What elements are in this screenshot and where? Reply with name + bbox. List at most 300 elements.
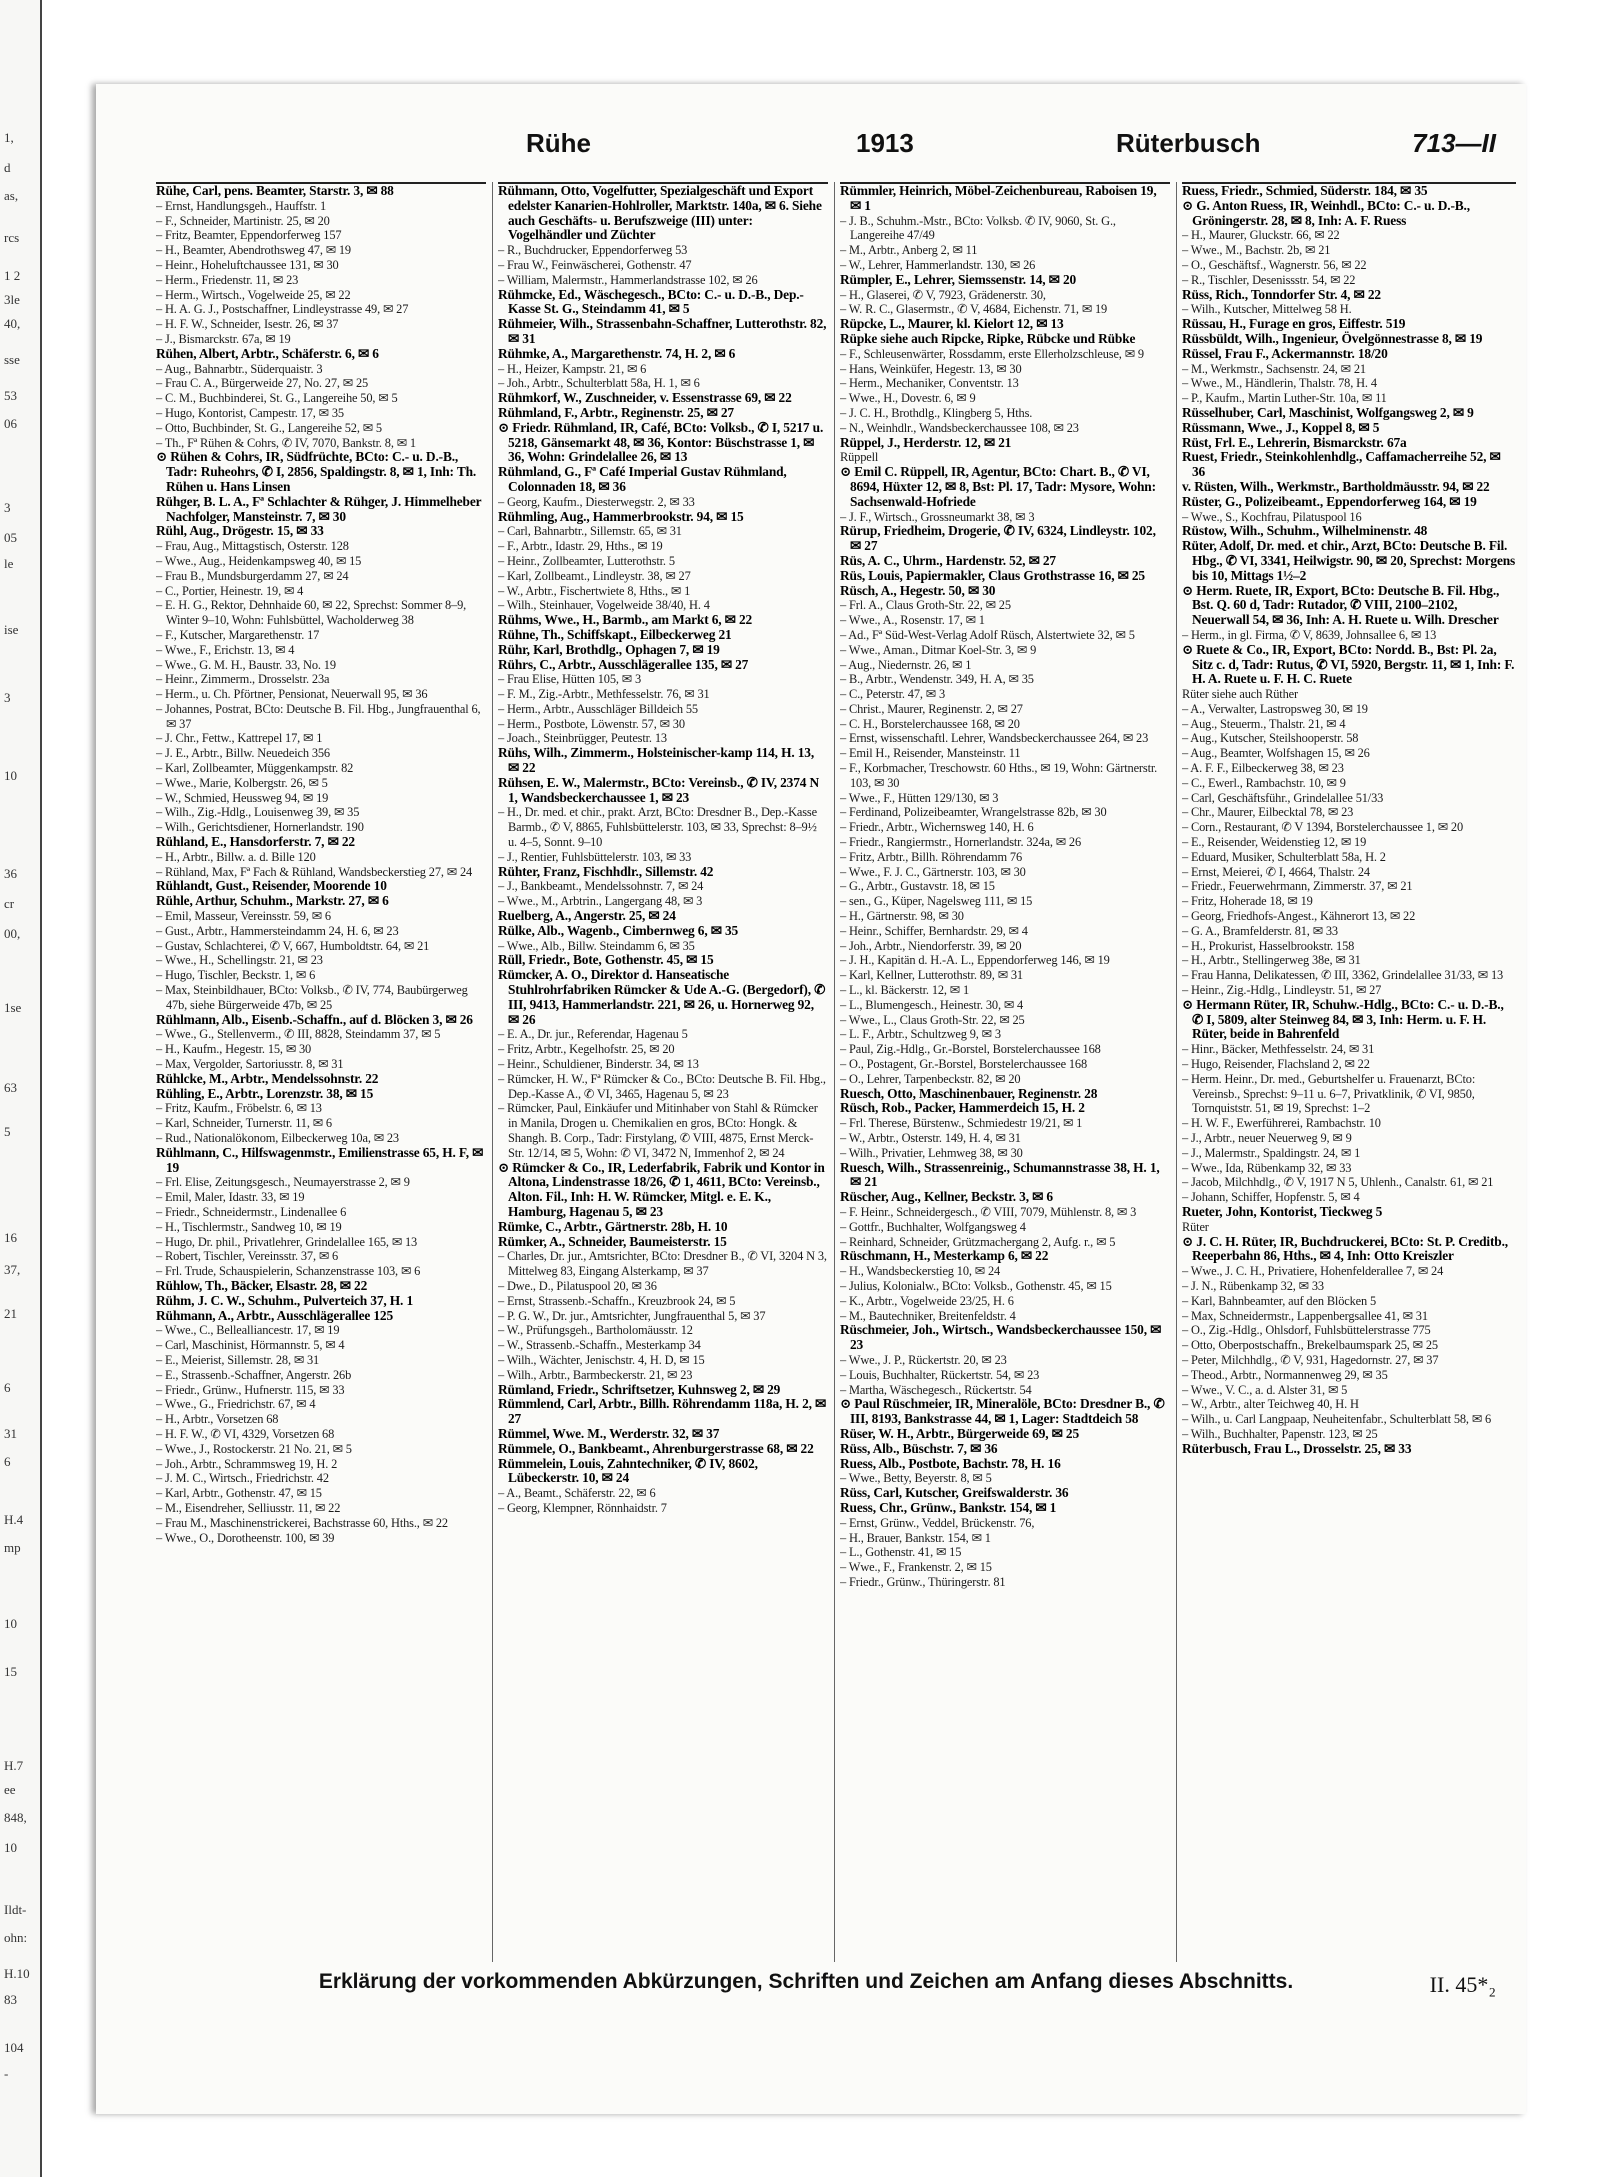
directory-entry: – Wwe., G., Stellenverm., ✆ III, 8828, Steindamm 37, ✉ 5: [156, 1027, 441, 1042]
directory-entry: – O., Postagent, Gr.-Borstel, Borstelerchaussee 168: [840, 1057, 1087, 1072]
directory-entry: – Rühland, Max, Fª Fach & Rühland, Wandsbeckerstieg 27, ✉ 24: [156, 864, 473, 879]
directory-entry: – O., Lehrer, Tarpenbeckstr. 82, ✉ 20: [840, 1071, 1021, 1086]
directory-entry: – W., Arbtr., alter Teichweg 40, H. H: [1182, 1397, 1359, 1412]
directory-entry: – Aug., Steuerm., Thalstr. 21, ✉ 4: [1182, 716, 1346, 731]
directory-entry: Rühr, Karl, Brothdlg., Ophagen 7, ✉ 19: [498, 641, 720, 657]
directory-entry: – Joh., Arbtr., Schrammsweg 19, H. 2: [156, 1456, 338, 1471]
directory-entry: – Ernst, Grünw., Veddel, Brückenstr. 76,: [840, 1515, 1035, 1530]
margin-fragment: H.7: [4, 1758, 24, 1773]
directory-entry: – Emil, Masseur, Vereinsstr. 59, ✉ 6: [156, 909, 331, 924]
directory-entry: – K., Arbtr., Vogelweide 23/25, H. 6: [840, 1293, 1014, 1308]
directory-entry: – Friedr., Schneidermstr., Lindenallee 6: [156, 1204, 347, 1219]
directory-entry: Rüppel, J., Herderstr. 12, ✉ 21: [840, 434, 1012, 450]
directory-entry: Rüser, W. H., Arbtr., Bürgerweide 69, ✉ 25: [840, 1425, 1080, 1441]
directory-entry: – Gottfr., Buchhalter, Wolfgangsweg 4: [840, 1219, 1026, 1234]
directory-entry: Ruelberg, A., Angerstr. 25, ✉ 24: [498, 908, 676, 924]
directory-entry: – A., Beamt., Schäferstr. 22, ✉ 6: [498, 1486, 656, 1501]
directory-entry: – J. E., Arbtr., Billw. Neuedeich 356: [156, 746, 330, 761]
directory-entry: – O., Geschäftsf., Wagnerstr. 56, ✉ 22: [1182, 257, 1367, 272]
directory-entry: Rühsen, E. W., Malermstr., BCto: Vereinsb., ✆ IV, 2374 N 1, Wandsbeckerchaussee 1, ✉ 23: [498, 774, 820, 805]
directory-entry: – Georg, Klempner, Rönnhaidstr. 7: [498, 1500, 667, 1515]
directory-entry: – H. A. G. J., Postschaffner, Lindleystrasse 49, ✉ 27: [156, 302, 409, 317]
directory-entry: – Joh., Arbtr., Schulterblatt 58a, H. 1, ✉ 6: [498, 376, 700, 391]
directory-entry: Rühlmann, Alb., Eisenb.-Schaffn., auf d. Blöcken 3, ✉ 26: [156, 1011, 473, 1027]
directory-entry: – Herm., Mechaniker, Conventstr. 13: [840, 376, 1019, 391]
margin-fragment: as,: [4, 188, 19, 203]
directory-entry: – Frl. Trude, Schauspielerin, Schanzenstrasse 103, ✉ 6: [156, 1264, 421, 1279]
directory-entry: – Louis, Buchhalter, Rückertstr. 54, ✉ 23: [840, 1367, 1040, 1382]
directory-entry: – Johannes, Postrat, BCto: Deutsche B. Fil. Hbg., Jungfrauenthal 6, ✉ 37: [156, 701, 481, 731]
margin-fragment: rcs: [4, 230, 20, 245]
directory-entry: – J. N., Rübenkamp 32, ✉ 33: [1182, 1278, 1324, 1293]
directory-entry: Rühger, B. L. A., Fª Schlachter & Rühger, J. Himmelheber Nachfolger, Mansteinstr. 7, ✉ 30: [156, 493, 482, 524]
directory-entry: Rühmland, F., Arbtr., Reginenstr. 25, ✉ 27: [498, 404, 734, 420]
directory-entry: – E., Reisender, Weidenstieg 12, ✉ 19: [1182, 835, 1367, 850]
directory-entry: Rühmling, Aug., Hammerbrookstr. 94, ✉ 15: [498, 508, 744, 524]
directory-entry: – Wilh., Wächter, Jenischstr. 4, H. D, ✉ 15: [498, 1352, 705, 1367]
directory-entry: Rüssau, H., Furage en gros, Eiffestr. 519: [1182, 316, 1406, 332]
directory-entry: – Herm., in gl. Firma, ✆ V, 8639, Johnsallee 6, ✉ 13: [1182, 627, 1437, 642]
directory-entry: – B., Arbtr., Wendenstr. 349, H. A, ✉ 35: [840, 672, 1034, 687]
directory-entry: Rüss, Alb., Büschstr. 7, ✉ 36: [840, 1440, 998, 1456]
directory-entry: – H., Heizer, Kampstr. 21, ✉ 6: [498, 361, 647, 376]
directory-entry: Rüs, Louis, Papiermakler, Claus Grothstrasse 16, ✉ 25: [840, 567, 1145, 583]
directory-entry: – J. C. H., Brothdlg., Klingberg 5, Hths.: [840, 405, 1033, 420]
directory-entry: – H., Gärtnerstr. 98, ✉ 30: [840, 909, 964, 924]
margin-fragment: 6: [4, 1454, 11, 1469]
directory-entry: Rüssmann, Wwe., J., Koppel 8, ✉ 5: [1182, 419, 1380, 435]
directory-entry: Rümpler, E., Lehrer, Siemssenstr. 14, ✉ 20: [840, 271, 1077, 287]
directory-entry: – P., Kaufm., Martin Luther-Str. 10a, ✉ 11: [1182, 391, 1387, 406]
directory-entry: – Charles, Dr. jur., Amtsrichter, BCto: Dresdner B., ✆ VI, 3204 N 3, Mittelweg 83, Eingang Alsterkamp, ✉ 37: [498, 1249, 827, 1279]
directory-entry: Rümker, A., Schneider, Baumeisterstr. 15: [498, 1233, 727, 1249]
margin-fragment: 83: [4, 1992, 17, 2007]
directory-entry: – Wwe., G. M. H., Baustr. 33, No. 19: [156, 657, 336, 672]
directory-entry: Rühmeier, Wilh., Strassenbahn-Schaffner, Lutterothstr. 82, ✉ 31: [498, 316, 827, 346]
directory-entry: – J., Arbtr., neuer Neuerweg 9, ✉ 9: [1182, 1131, 1352, 1145]
directory-entry: Rüs, A. C., Uhrm., Hardenstr. 52, ✉ 27: [840, 552, 1056, 568]
directory-entry: – Max, Steinbildhauer, BCto: Volksb., ✆ IV, 774, Baubürgerweg 47b, siehe Bürgerweide 47b, ✉ 25: [156, 983, 468, 1012]
directory-entry: Ruest, Friedr., Steinkohlenhdlg., Caffamacherreihe 52, ✉ 36: [1182, 449, 1501, 480]
directory-entry: – Karl, Zollbeamter, Müggenkampstr. 82: [156, 761, 354, 776]
margin-fragment: 00,: [4, 926, 21, 941]
directory-entry: – M., Arbtr., Anberg 2, ✉ 11: [840, 243, 978, 258]
directory-entry: – Reinhard, Schneider, Grützmachergang 2, Aufg. r., ✉ 5: [840, 1234, 1116, 1249]
directory-entry: Rümmelein, Louis, Zahntechniker, ✆ IV, 8602, Lübeckerstr. 10, ✉ 24: [498, 1455, 758, 1486]
directory-entry: – Aug., Beamter, Wolfshagen 15, ✉ 26: [1182, 746, 1370, 761]
directory-entry: – Herm., Wirtsch., Vogelweide 25, ✉ 22: [156, 287, 351, 302]
directory-entry: – E., Strassenb.-Schaffner, Angerstr. 26b: [156, 1367, 352, 1382]
margin-fragment: ee: [4, 1782, 16, 1797]
directory-entry: Rümmel, Wwe. M., Werderstr. 32, ✉ 37: [498, 1425, 720, 1441]
directory-entry: – Emil, Maler, Idastr. 33, ✉ 19: [156, 1190, 305, 1205]
directory-entry: – Frau Elise, Hütten 105, ✉ 3: [498, 672, 642, 687]
margin-fragment: -: [4, 2066, 9, 2081]
directory-entry: – Wwe., G., Friedrichstr. 67, ✉ 4: [156, 1397, 316, 1412]
directory-entry: – M., Bautechniker, Breitenfeldstr. 4: [840, 1308, 1016, 1323]
margin-fragment: 10: [4, 768, 17, 783]
directory-entry: Rühling, E., Arbtr., Lorenzstr. 38, ✉ 15: [156, 1085, 374, 1101]
directory-entry: – Wwe., A., Rosenstr. 17, ✉ 1: [840, 613, 985, 628]
directory-entry: Rümmele, O., Bankbeamt., Ahrenburgerstrasse 68, ✉ 22: [498, 1440, 814, 1456]
directory-entry: – Wwe., Betty, Beyerstr. 8, ✉ 5: [840, 1471, 992, 1486]
directory-entry: – J., Rentier, Fuhlsbüttelerstr. 103, ✉ 33: [498, 849, 692, 864]
directory-entry: Rülke, Alb., Wagenb., Cimbernweg 6, ✉ 35: [498, 922, 739, 938]
directory-entry: – P. G. W., Dr. jur., Amtsrichter, Jungfrauenthal 5, ✉ 37: [498, 1308, 766, 1323]
directory-entry: Rüss, Carl, Kutscher, Greifswalderstr. 36: [840, 1485, 1069, 1501]
directory-entry: – Herm., u. Ch. Pförtner, Pensionat, Neuerwall 95, ✉ 36: [156, 687, 428, 702]
directory-entry: – Carl, Geschäftsführ., Grindelallee 51/33: [1182, 790, 1384, 805]
directory-entry: – J. H., Kapitän d. H.-A. L., Eppendorferweg 146, ✉ 19: [840, 953, 1110, 968]
margin-fragment: H.10: [4, 1966, 30, 1981]
directory-entry: Rühlandt, Gust., Reisender, Moorende 10: [156, 878, 387, 894]
directory-entry: – Heinr., Zollbeamter, Lutterothstr. 5: [498, 553, 675, 568]
directory-page: [96, 84, 1526, 2114]
directory-entry: Rümmler, Heinrich, Möbel-Zeichenbureau, Raboisen 19, ✉ 1: [840, 183, 1157, 213]
directory-entry: – Wwe., F., Erichstr. 13, ✉ 4: [156, 642, 295, 657]
directory-entry: – Theod., Arbtr., Normannenweg 29, ✉ 35: [1182, 1367, 1388, 1382]
directory-entry: – H., Prokurist, Hasselbrookstr. 158: [1182, 938, 1355, 953]
directory-entry: Ruess, Friedr., Schmied, Süderstr. 184, ✉ 35: [1182, 183, 1428, 198]
directory-entry: – C. H., Borstelerchaussee 168, ✉ 20: [840, 716, 1020, 731]
directory-entry: – Aug., Niedernstr. 26, ✉ 1: [840, 657, 972, 672]
margin-fragment: 63: [4, 1080, 17, 1095]
directory-entry: Rüstow, Wilh., Schuhm., Wilhelminenstr. 48: [1182, 523, 1428, 539]
column-rule: [1176, 182, 1177, 1962]
directory-entry: – M., Werkmstr., Sachsenstr. 24, ✉ 21: [1182, 361, 1366, 376]
directory-entry: – Heinr., Zig.-Hdlg., Lindleystr. 51, ✉ 27: [1182, 983, 1382, 998]
directory-entry: – Karl, Kellner, Lutterothstr. 89, ✉ 31: [840, 968, 1023, 983]
directory-entry: Rüscher, Aug., Kellner, Beckstr. 3, ✉ 6: [840, 1189, 1053, 1205]
directory-entry: – L., kl. Bäckerstr. 12, ✉ 1: [840, 983, 970, 998]
directory-entry: – E. H. G., Rektor, Dehnhaide 60, ✉ 22, Sprechst: Sommer 8–9, Winter 9–10, Wohn: Fuhlsbüttel, Wacholderweg 38: [156, 598, 467, 628]
directory-entry: – W., Schmied, Heussweg 94, ✉ 19: [156, 790, 329, 805]
directory-entry: – Herm. Heinr., Dr. med., Geburtshelfer u. Frauenarzt, BCto: Vereinsb., Sprechst: 9–11 u. 6–7, Privatklinik, ✆ VI, 9850, Tornquiststr. 51, ✉ 19, Sprechst: 1–2: [1182, 1071, 1476, 1116]
directory-entry: Rühlmann, C., Hilfswagenmstr., Emilienstrasse 65, H. F, ✉ 19: [156, 1144, 484, 1175]
directory-columns: [156, 182, 1516, 1962]
directory-entry: – C., Ewerl., Rambachstr. 10, ✉ 9: [1182, 775, 1346, 790]
directory-entry: – W., Arbtr., Osterstr. 149, H. 4, ✉ 31: [840, 1131, 1021, 1145]
margin-fragment: cr: [4, 896, 15, 911]
directory-entry: – Carl, Maschinist, Hörmannstr. 5, ✉ 4: [156, 1338, 345, 1353]
directory-entry: – Wilh., Gerichtsdiener, Hornerlandstr. 190: [156, 820, 364, 835]
directory-entry: Rüter, Adolf, Dr. med. et chir., Arzt, BCto: Deutsche B. Fil. Hbg., ✆ VI, 3341, Heilwigstr. 90, ✉ 20, Sprechst: Morgens bis 10, Mittags 1½–2: [1182, 538, 1516, 583]
header-year: 1913: [856, 128, 914, 158]
directory-entry: – Jacob, Milchhdlg., ✆ V, 1917 N 5, Uhlenh., Canalstr. 61, ✉ 21: [1182, 1175, 1494, 1190]
directory-entry: – H., Arbtr., Billw. a. d. Bille 120: [156, 849, 316, 864]
column-rule: [492, 182, 493, 1962]
directory-entry: – H., Beamter, Abendrothsweg 47, ✉ 19: [156, 243, 351, 258]
directory-entry: Rümmlend, Carl, Arbtr., Billh. Röhrendamm 118a, H. 2, ✉ 27: [498, 1396, 827, 1427]
previous-page-margin: [0, 0, 42, 2177]
margin-fragment: 21: [4, 1306, 17, 1321]
directory-entry: Rühmke, A., Margarethenstr. 74, H. 2, ✉ 6: [498, 345, 736, 361]
directory-entry: – Friedr., Feuerwehrmann, Zimmerstr. 37, ✉ 21: [1182, 879, 1413, 894]
margin-fragment: H.4: [4, 1512, 24, 1527]
directory-entry: – J., Bismarckstr. 67a, ✉ 19: [156, 331, 291, 346]
directory-entry: – Corn., Restaurant, ✆ V 1394, Borstelerchaussee 1, ✉ 20: [1182, 820, 1464, 835]
directory-entry: – Julius, Kolonialw., BCto: Volksb., Gothenstr. 45, ✉ 15: [840, 1278, 1112, 1293]
directory-entry: – Herm., Postbote, Löwenstr. 57, ✉ 30: [498, 716, 685, 731]
directory-entry: – Heinr., Zimmerm., Drosselstr. 23a: [156, 672, 330, 687]
directory-entry: Rühs, Wilh., Zimmerm., Holsteinischer-kamp 114, H. 13, ✉ 22: [498, 745, 815, 776]
directory-entry: – Rümcker, Paul, Einkäufer und Mitinhaber von Stahl & Rümcker in Manila, Drogen u. Chemikalien en gros, BCto: Hongk. & Shangh. B. Corp., Tadr: Firstylang, ✆ VIII, 4875, Ernst Merck-Str. 12/14, ✉ 5, Wohn: ✆ VI, 3472 N, Immenhof 2, ✉ 24: [498, 1101, 818, 1160]
page-header: [156, 128, 1516, 168]
directory-entry: – F. M., Zig.-Arbtr., Methfesselstr. 76, ✉ 31: [498, 687, 710, 702]
directory-entry: – F., Arbtr., Idastr. 29, Hths., ✉ 19: [498, 539, 663, 554]
directory-entry: Rüter siehe auch Rüther: [1182, 687, 1298, 702]
directory-entry: – Karl, Zollbeamt., Lindleystr. 38, ✉ 27: [498, 568, 691, 583]
margin-fragment: 1,: [4, 130, 14, 145]
margin-fragment: sse: [4, 352, 20, 367]
directory-entry: – G. A., Bramfelderstr. 81, ✉ 33: [1182, 923, 1338, 938]
directory-entry: – Hinr., Bäcker, Methfesselstr. 24, ✉ 31: [1182, 1042, 1375, 1057]
margin-fragment: 6: [4, 1380, 11, 1395]
header-first-entry: Rühe: [526, 128, 591, 158]
directory-entry: – Joach., Steinbrügger, Peutestr. 13: [498, 731, 667, 746]
directory-entry: – J., Bankbeamt., Mendelssohnstr. 7, ✉ 24: [498, 879, 704, 894]
directory-entry: – Fritz, Arbtr., Billh. Röhrendamm 76: [840, 849, 1023, 864]
directory-entry: Rümke, C., Arbtr., Gärtnerstr. 28b, H. 10: [498, 1218, 728, 1234]
margin-fragment: 1se: [4, 1000, 22, 1015]
directory-entry: ⊙ Herm. Ruete, IR, Export, BCto: Deutsche B. Fil. Hbg., Bst. Q. 60 d, Tadr: Rutador, ✆ VIII, 2100–2102, Neuerwall 54, ✉ 36, Inh: A. H. Ruete u. Wilh. Drescher: [1182, 582, 1500, 628]
margin-fragment: ise: [4, 622, 19, 637]
directory-entry: – Wilh., Privatier, Lehmweg 38, ✉ 30: [840, 1145, 1023, 1160]
directory-column-1: [156, 182, 486, 1964]
directory-entry: – Dwe., D., Pilatuspool 20, ✉ 36: [498, 1278, 657, 1293]
directory-entry: – Wilh., Arbtr., Barmbeckerstr. 21, ✉ 23: [498, 1367, 693, 1382]
margin-fragment: 848,: [4, 1810, 27, 1825]
directory-entry: – L., Gothenstr. 41, ✉ 15: [840, 1545, 962, 1560]
directory-entry: – Wwe., M., Bachstr. 2b, ✉ 21: [1182, 243, 1331, 258]
directory-entry: – H., Maurer, Gluckstr. 66, ✉ 22: [1182, 228, 1340, 243]
directory-entry: – H. F. W., Schneider, Isestr. 26, ✉ 37: [156, 317, 339, 332]
directory-entry: – C., Portier, Heinestr. 19, ✉ 4: [156, 583, 304, 598]
header-last-entry: Rüterbusch: [1116, 128, 1261, 158]
directory-entry: – C. M., Buchbinderei, St. G., Langereihe 50, ✉ 5: [156, 391, 398, 406]
directory-entry: – Fritz, Beamter, Eppendorferweg 157: [156, 228, 342, 243]
margin-fragment: 3: [4, 690, 11, 705]
margin-fragment: 36: [4, 866, 17, 881]
directory-entry: – A., Verwalter, Lastropsweg 30, ✉ 19: [1182, 701, 1368, 716]
directory-entry: – Ernst, Strassenb.-Schaffn., Kreuzbrook 24, ✉ 5: [498, 1293, 736, 1308]
directory-entry: – Th., Fª Rühen & Cohrs, ✆ IV, 7070, Bankstr. 8, ✉ 1: [156, 435, 416, 450]
directory-entry: – Gustav, Schlachterei, ✆ V, 667, Humboldtstr. 64, ✉ 21: [156, 938, 430, 953]
directory-entry: – H. W. F., Ewerführerei, Rambachstr. 10: [1182, 1116, 1381, 1131]
directory-entry: – Friedr., Rangiermstr., Hornerlandstr. 324a, ✉ 26: [840, 835, 1082, 850]
directory-entry: – A. F. F., Eilbeckerweg 38, ✉ 23: [1182, 761, 1344, 776]
directory-entry: Rühle, Arthur, Schuhm., Markstr. 27, ✉ 6: [156, 893, 389, 909]
directory-entry: – Wwe., J. P., Rückertstr. 20, ✉ 23: [840, 1352, 1007, 1367]
directory-entry: – H., Wandsbeckerstieg 10, ✉ 24: [840, 1264, 1001, 1279]
directory-entry: – H., Arbtr., Stellingerweg 38e, ✉ 31: [1182, 953, 1361, 968]
abbreviations-note: Erklärung der vorkommenden Abkürzungen, Schriften und Zeichen am Anfang dieses Abschnitts.: [318, 1970, 1294, 1993]
directory-entry: Rührs, C., Arbtr., Ausschlägerallee 135, ✉ 27: [498, 656, 749, 672]
directory-entry: – J. F., Wirtsch., Grossneumarkt 38, ✉ 3: [840, 509, 1035, 524]
directory-entry: – Max, Schneidermstr., Lappenbergsallee 41, ✉ 31: [1182, 1308, 1428, 1323]
directory-entry: ⊙ Hermann Rüter, IR, Schuhw.-Hdlg., BCto: C.- u. D.-B., ✆ I, 5809, alter Steinweg 84, ✉ 3, Inh: Herm. u. F. H. Rüter, beide in Bahrenfeld: [1182, 996, 1504, 1042]
margin-fragment: 10: [4, 1616, 17, 1631]
directory-entry: Rühmland, G., Fª Café Imperial Gustav Rühmland, Colonnaden 18, ✉ 36: [498, 464, 787, 494]
directory-entry: – Fritz, Hoherade 18, ✉ 19: [1182, 894, 1313, 909]
directory-entry: – H., Dr. med. et chir., prakt. Arzt, BCto: Dresdner B., Dep.-Kasse Barmb., ✆ V, 8865, Fuhlsbüttelerstr. 103, ✉ 33, Sprechst: 8–9½ u. 4–5, Sonnt. 9–10: [498, 805, 817, 850]
directory-entry: ⊙ G. Anton Ruess, IR, Weinhdl., BCto: C.- u. D.-B., Gröningerstr. 28, ✉ 8, Inh: A. F. Ruess: [1182, 197, 1470, 228]
directory-entry: – Karl, Bahnbeamter, auf den Blöcken 5: [1182, 1293, 1377, 1308]
directory-entry: – Wwe., M., Händlerin, Thalstr. 78, H. 4: [1182, 376, 1377, 391]
directory-entry: – R., Tischler, Desenissstr. 54, ✉ 22: [1182, 272, 1356, 287]
directory-entry: – J. B., Schuhm.-Mstr., BCto: Volksb. ✆ IV, 9060, St. G., Langereihe 47/49: [840, 213, 1116, 243]
directory-entry: Rühms, Wwe., H., Barmb., am Markt 6, ✉ 22: [498, 612, 753, 628]
directory-entry: – Aug., Bahnarbtr., Süderquaistr. 3: [156, 361, 323, 376]
directory-entry: – Wwe., F., Hütten 129/130, ✉ 3: [840, 790, 999, 805]
directory-entry: – W., Strassenb.-Schaffn., Mesterkamp 34: [498, 1338, 701, 1353]
directory-entry: – Chr., Maurer, Eilbecktal 78, ✉ 23: [1182, 805, 1354, 820]
directory-entry: – N., Weinhdlr., Wandsbeckerchaussee 108, ✉ 23: [840, 420, 1079, 435]
directory-entry: ⊙ Ruete & Co., IR, Export, BCto: Nordd. B., Bst: Pl. 2a, Sitz c. d, Tadr: Rutus, ✆ VI, 5920, Bergstr. 11, ✉ 1, Inh: F. H. A. Ruete u. F. H. C. Ruete: [1182, 641, 1515, 687]
directory-entry: – Wwe., Alb., Billw. Steindamm 6, ✉ 35: [498, 938, 695, 953]
directory-entry: – Frau Hanna, Delikatessen, ✆ III, 3362, Grindelallee 31/33, ✉ 13: [1182, 968, 1504, 983]
directory-entry: Ruesch, Wilh., Strassenreinig., Schumannstrasse 38, H. 1, ✉ 21: [840, 1159, 1160, 1190]
margin-fragment: le: [4, 556, 14, 571]
directory-entry: – Joh., Arbtr., Niendorferstr. 39, ✉ 20: [840, 938, 1022, 953]
directory-entry: Rühter, Franz, Fischhdlr., Sillemstr. 42: [498, 863, 714, 879]
directory-entry: – E., Meierist, Sillemstr. 28, ✉ 31: [156, 1352, 320, 1367]
directory-entry: – F., Kutscher, Margarethenstr. 17: [156, 627, 320, 642]
directory-entry: – Wwe., J. C. H., Privatiere, Hohenfelderallee 7, ✉ 24: [1182, 1264, 1444, 1279]
margin-fragment: 104: [4, 2040, 24, 2055]
directory-entry: – Ernst, wissenschaftl. Lehrer, Wandsbeckerchaussee 264, ✉ 23: [840, 731, 1149, 746]
directory-entry: – F., Schneider, Martinistr. 25, ✉ 20: [156, 213, 330, 228]
directory-entry: – Frau, Aug., Mittagstisch, Osterstr. 128: [156, 539, 349, 554]
directory-entry: ⊙ Rümcker & Co., IR, Lederfabrik, Fabrik und Kontor in Altona, Lindenstrasse 18/26, ✆ 1, 4611, BCto: Vereinsb., Alton. Fil., Inh: H. W. Rümcker, Mitgl. e. E. K., Hamburg, Hagenau 5, ✉ 23: [498, 1159, 825, 1219]
directory-entry: – Ernst, Handlungsgeh., Hauffstr. 1: [156, 198, 327, 213]
margin-fragment: 06: [4, 416, 17, 431]
directory-entry: Ruess, Chr., Grünw., Bankstr. 154, ✉ 1: [840, 1499, 1057, 1515]
directory-entry: – M., Eisendreher, Selliusstr. 11, ✉ 22: [156, 1500, 341, 1515]
directory-entry: – William, Malermstr., Hammerlandstrasse 102, ✉ 26: [498, 272, 758, 287]
directory-entry: Rüsch, A., Hegestr. 50, ✉ 30: [840, 582, 996, 598]
directory-entry: – F., Schleusenwärter, Rossdamm, erste Ellerholzschleuse, ✉ 9: [840, 346, 1144, 361]
margin-fragment: ohn:: [4, 1930, 28, 1945]
directory-entry: – Georg, Friedhofs-Angest., Kähnerort 13, ✉ 22: [1182, 909, 1416, 924]
directory-entry: – Wwe., Marie, Kolbergstr. 26, ✉ 5: [156, 775, 328, 790]
directory-entry: – Friedr., Arbtr., Wichernsweg 140, H. 6: [840, 820, 1034, 835]
directory-entry: – Eduard, Musiker, Schulterblatt 58a, H. 2: [1182, 849, 1386, 864]
directory-column-3: [840, 182, 1170, 1964]
margin-fragment: 40,: [4, 316, 21, 331]
margin-fragment: 31: [4, 1426, 17, 1441]
directory-entry: – Carl, Bahnarbtr., Sillemstr. 65, ✉ 31: [498, 524, 682, 539]
directory-entry: Rühne, Th., Schiffskapt., Eilbeckerweg 21: [498, 626, 732, 642]
directory-entry: – Ernst, Meierei, ✆ I, 4664, Thalstr. 24: [1182, 864, 1370, 879]
directory-entry: – Herm., Arbtr., Ausschläger Billdeich 55: [498, 701, 698, 716]
directory-entry: – F., Korbmacher, Treschowstr. 60 Hths., ✉ 19, Wohn: Gärtnerstr. 103, ✉ 30: [840, 761, 1158, 790]
directory-entry: – Wwe., F. J. C., Gärtnerstr. 103, ✉ 30: [840, 864, 1026, 879]
directory-entry: – Johann, Schiffer, Hopfenstr. 5, ✉ 4: [1182, 1190, 1360, 1205]
directory-entry: Rüssel, Frau F., Ackermannstr. 18/20: [1182, 345, 1388, 361]
margin-fragment: 15: [4, 1664, 17, 1679]
directory-entry: – Frau M., Maschinenstrickerei, Bachstrasse 60, Hths., ✉ 22: [156, 1515, 448, 1530]
directory-entry: Rühlcke, M., Arbtr., Mendelssohnstr. 22: [156, 1070, 379, 1086]
directory-entry: Rühl, Aug., Drögestr. 15, ✉ 33: [156, 523, 324, 539]
directory-entry: – Fritz, Arbtr., Kegelhofstr. 25, ✉ 20: [498, 1042, 675, 1057]
directory-entry: – Heinr., Schuldiener, Binderstr. 34, ✉ 13: [498, 1057, 699, 1072]
directory-entry: ⊙ J. C. H. Rüter, IR, Buchdruckerei, BCto: St. P. Creditb., Reeperbahn 86, Hths., ✉ 4, Inh: Otto Kreiszler: [1182, 1233, 1508, 1264]
directory-entry: – Gust., Arbtr., Hammersteindamm 24, H. 6, ✉ 23: [156, 923, 399, 938]
directory-entry: – Ferdinand, Polizeibeamter, Wrangelstrasse 82b, ✉ 30: [840, 805, 1107, 820]
directory-entry: Ruesch, Otto, Maschinenbauer, Reginenstr. 28: [840, 1085, 1098, 1101]
directory-entry: – Frau B., Mundsburgerdamm 27, ✉ 24: [156, 568, 349, 583]
directory-entry: Rüll, Friedr., Bote, Gothenstr. 45, ✉ 15: [498, 952, 714, 968]
directory-entry: – Hans, Weinküfer, Hegestr. 13, ✉ 30: [840, 361, 1022, 376]
directory-entry: Rühmann, Otto, Vogelfutter, Spezialgeschäft und Export edelster Kanarien-Hohlroller, Marktstr. 140a, ✉ 6. Siehe auch Geschäfts- u. Berufszweige (III) unter: Vogelhändler und Züchter: [498, 183, 822, 243]
directory-entry: – Frl. Therese, Bürstenw., Schmiedestr 19/21, ✉ 1: [840, 1116, 1083, 1131]
margin-fragment: 5: [4, 1124, 11, 1139]
directory-entry: – Fritz, Kaufm., Fröbelstr. 6, ✉ 13: [156, 1101, 322, 1116]
directory-entry: Rüsselhuber, Carl, Maschinist, Wolfgangsweg 2, ✉ 9: [1182, 404, 1474, 420]
directory-entry: – Hugo, Tischler, Beckstr. 1, ✉ 6: [156, 968, 316, 983]
directory-entry: – Rümcker, H. W., Fª Rümcker & Co., BCto: Deutsche B. Fil. Hbg., Dep.-Kasse A., ✆ VI, 3465, Hagenau 5, ✉ 23: [498, 1071, 826, 1101]
directory-entry: – Frl. A., Claus Groth-Str. 22, ✉ 25: [840, 598, 1011, 613]
directory-entry: – Wwe., Ida, Rübenkamp 32, ✉ 33: [1182, 1160, 1352, 1175]
margin-fragment: 1 2: [4, 268, 21, 283]
directory-entry: – Wilh., Buchhalter, Papenstr. 123, ✉ 25: [1182, 1426, 1378, 1441]
directory-entry: – J. M. C., Wirtsch., Friedrichstr. 42: [156, 1471, 329, 1486]
directory-entry: – Karl, Arbtr., Gothenstr. 47, ✉ 15: [156, 1486, 322, 1501]
column-rule: [834, 182, 835, 1962]
directory-entry: Rüter: [1182, 1219, 1209, 1234]
directory-entry: – Friedr., Grünw., Hufnerstr. 115, ✉ 33: [156, 1382, 345, 1397]
directory-entry: – Wwe., H., Dovestr. 6, ✉ 9: [840, 391, 976, 406]
directory-entry: – Rud., Nationalökonom, Eilbeckerweg 10a, ✉ 23: [156, 1131, 399, 1145]
directory-entry: – W. R. C., Glasermstr., ✆ V, 4684, Eichenstr. 71, ✉ 19: [840, 302, 1108, 317]
directory-column-2: [498, 182, 828, 1964]
directory-entry: – Hugo, Reisender, Flachsland 2, ✉ 22: [1182, 1057, 1370, 1072]
directory-entry: Rühe, Carl, pens. Beamter, Starstr. 3, ✉ 88: [156, 183, 394, 198]
directory-entry: – Emil H., Reisender, Mansteinstr. 11: [840, 746, 1021, 761]
directory-entry: Rüschmann, H., Mesterkamp 6, ✉ 22: [840, 1248, 1049, 1264]
directory-entry: – sen., G., Küper, Nagelsweg 111, ✉ 15: [840, 894, 1033, 909]
directory-entry: – H., Brauer, Bankstr. 154, ✉ 1: [840, 1530, 991, 1545]
directory-entry: Rüst, Frl. E., Lehrerin, Bismarckstr. 67a: [1182, 434, 1407, 450]
directory-entry: Rüpke siehe auch Ripcke, Ripke, Rübcke und Rübke: [840, 330, 1136, 346]
directory-entry: – Aug., Kutscher, Steilshooperstr. 58: [1182, 731, 1359, 746]
directory-entry: – Georg, Kaufm., Diesterwegstr. 2, ✉ 33: [498, 494, 695, 509]
directory-entry: – C., Peterstr. 47, ✉ 3: [840, 687, 946, 702]
margin-fragment: 3le: [4, 292, 20, 307]
directory-entry: Rüss, Rich., Tonndorfer Str. 4, ✉ 22: [1182, 286, 1381, 302]
margin-fragment: mp: [4, 1540, 21, 1555]
directory-entry: – Friedr., Grünw., Thüringerstr. 81: [840, 1574, 1006, 1589]
directory-entry: Rueter, John, Kontorist, Tieckweg 5: [1182, 1203, 1383, 1219]
directory-entry: Rüsch, Rob., Packer, Hammerdeich 15, H. 2: [840, 1100, 1085, 1116]
directory-entry: v. Rüsten, Wilh., Werkmstr., Bartholdmäusstr. 94, ✉ 22: [1182, 478, 1490, 494]
directory-entry: – Heinr., Hoheluftchaussee 131, ✉ 30: [156, 257, 339, 272]
margin-fragment: 37,: [4, 1262, 21, 1277]
directory-entry: – Peter, Milchhdlg., ✆ V, 931, Hagedornstr. 27, ✉ 37: [1182, 1352, 1439, 1367]
directory-entry: – Wwe., L., Claus Groth-Str. 22, ✉ 25: [840, 1012, 1025, 1027]
directory-column-4: [1182, 182, 1516, 1964]
directory-entry: – H., Arbtr., Vorsetzen 68: [156, 1412, 279, 1427]
directory-entry: – E. A., Dr. jur., Referendar, Hagenau 5: [498, 1027, 688, 1042]
directory-entry: – R., Buchdrucker, Eppendorferweg 53: [498, 243, 688, 258]
directory-entry: – Wwe., C., Bellealliancestr. 17, ✉ 19: [156, 1323, 340, 1338]
margin-fragment: 3: [4, 500, 11, 515]
directory-entry: – Wwe., O., Dorotheenstr. 100, ✉ 39: [156, 1530, 335, 1545]
directory-entry: – Robert, Tischler, Vereinsstr. 37, ✉ 6: [156, 1249, 339, 1264]
directory-entry: – Ad., Fª Süd-West-Verlag Adolf Rüsch, Alstertwiete 32, ✉ 5: [840, 627, 1135, 642]
directory-entry: Ruess, Alb., Postbote, Bachstr. 78, H. 16: [840, 1455, 1061, 1471]
